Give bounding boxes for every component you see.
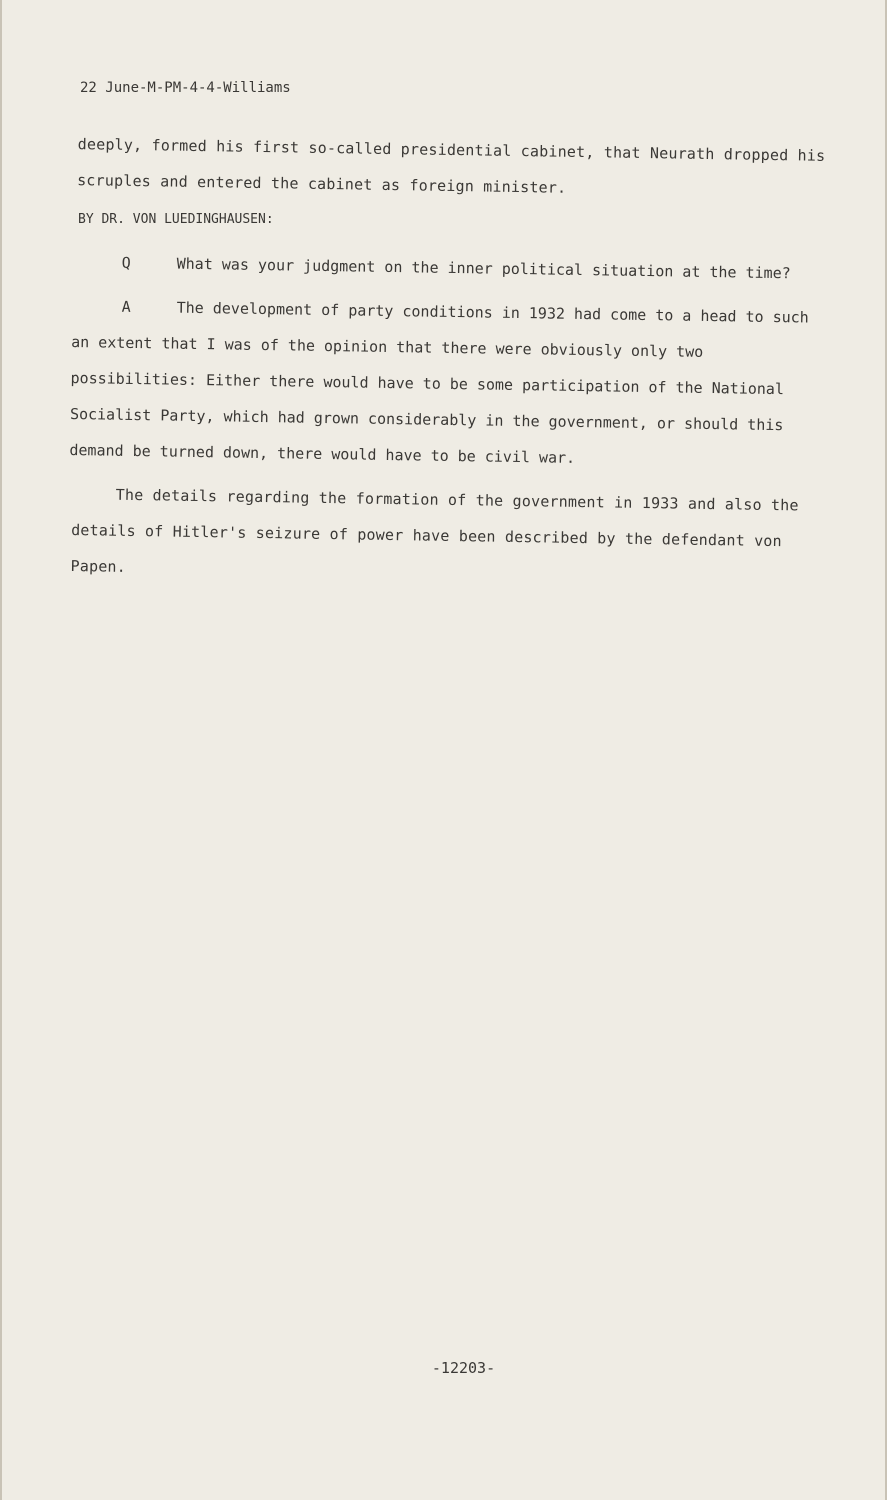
- answer-marker: A: [121, 297, 131, 316]
- continued-paragraph: deeply, formed his first so-called presidential cabinet, that Neurath dropped his scruples and entered the cabinet as foreign minister.: [77, 135, 826, 197]
- examiner-label: BY DR. VON LUEDINGHAUSEN:: [78, 212, 274, 227]
- transcript-body: [69, 126, 832, 584]
- question-block: [71, 244, 831, 292]
- answer-text: The development of party conditions in 1932 had come to a head to such an extent that I was of the opinion that there were obviously only two possibilities: Either there would have to be some participation of the National Socialist Party, which had grown considerably in the government, or should this demand be turned down, there would have to be civil war.: [69, 298, 809, 467]
- closing-paragraph: The details regarding the formation of the government in 1933 and also the details of Hitler's seizure of power have been described by the defendant von Papen.: [70, 485, 799, 576]
- question-marker: Q: [121, 253, 131, 272]
- question-text: What was your judgment on the inner political situation at the time?: [176, 254, 791, 283]
- page-header-reference: 22 June-M-PM-4-4-Williams: [80, 80, 291, 96]
- page-number: -12203-: [431, 1359, 496, 1377]
- answer-block: [69, 288, 832, 480]
- page-left-edge: [0, 0, 2, 1500]
